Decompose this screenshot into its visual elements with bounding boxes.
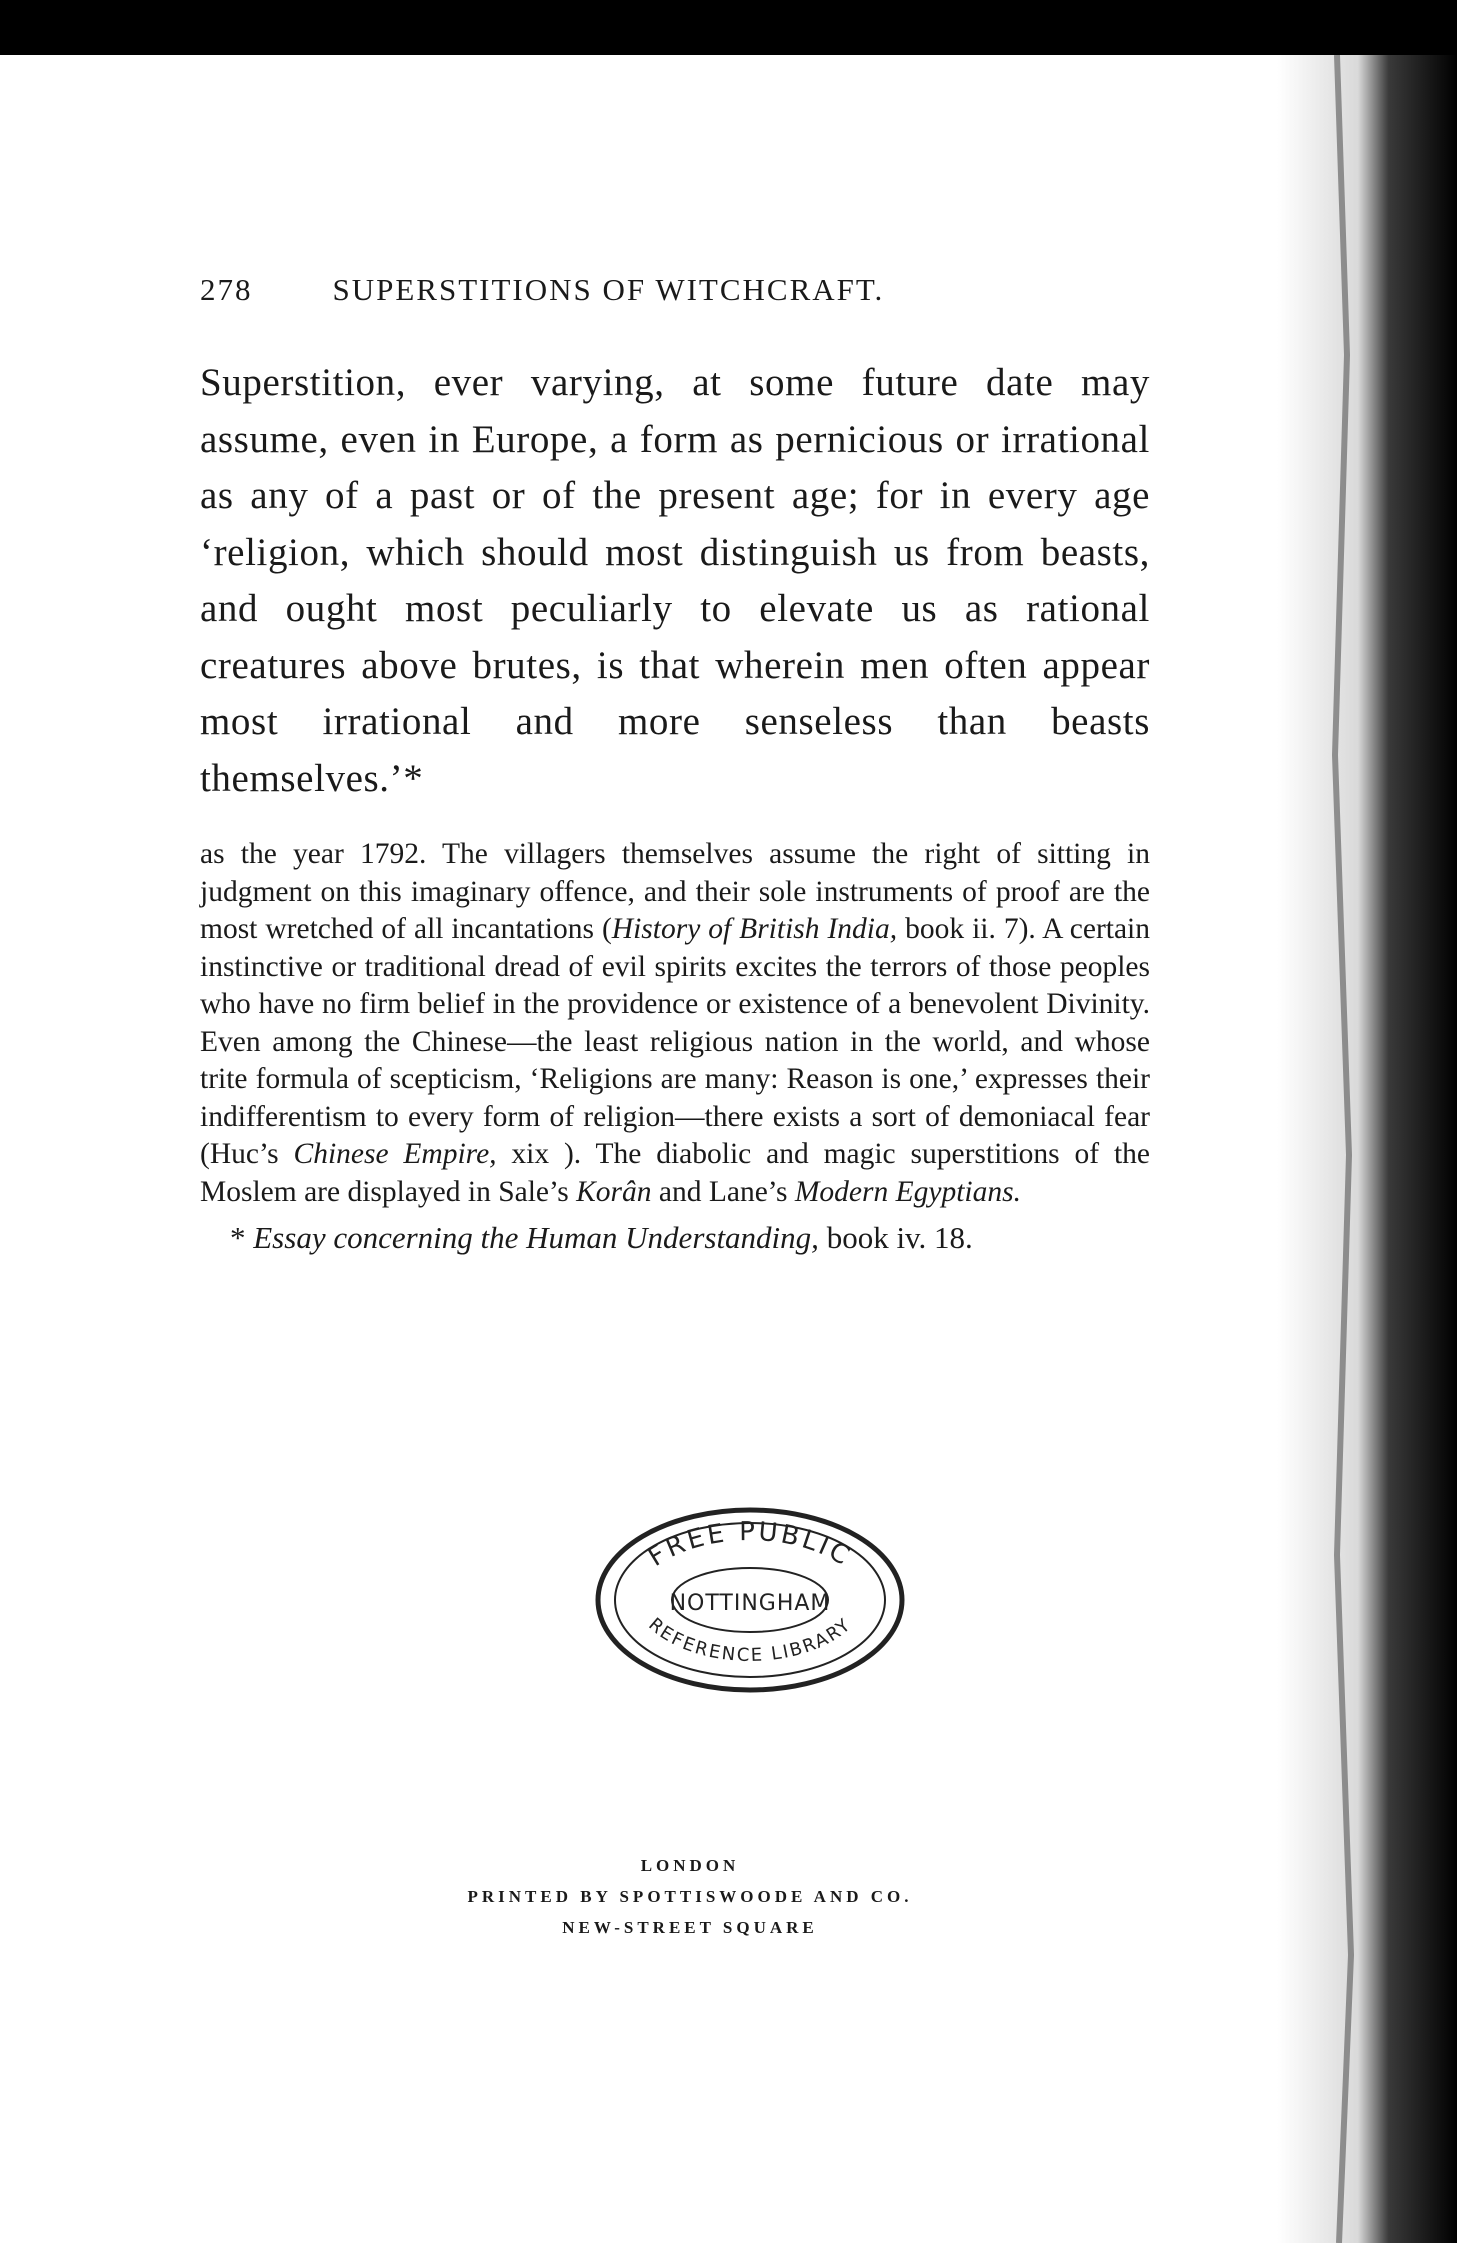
svg-text:FREE PUBLIC (643, 1517, 857, 1573)
stamp-center-text: NOTTINGHAM (669, 1591, 831, 1616)
running-header (200, 272, 1200, 308)
running-title: SUPERSTITIONS OF WITCHCRAFT. (332, 272, 885, 307)
main-paragraph (200, 355, 1150, 807)
main-paragraph-text: Superstition, ever varying, at some future date may assume, even in Europe, a form as pernicious or irrational as any of a past or of the present age; for in every age ‘religion, which should most distinguish us from beasts, and ought most peculiarly to elevate us as rational creatures above brutes, is that wherein men often appear most irrational and more senseless than beasts themselves.’ (200, 361, 1150, 800)
footnote-text: xix ). The diabolic and magic superstitions of the Moslem are displayed in Sale’s (200, 1138, 1150, 1208)
library-stamp (585, 1500, 915, 1700)
footnote-marker: * (403, 756, 424, 800)
stamp-bottom-text: REFERENCE LIBRARY (644, 1613, 856, 1667)
scan-top-border (0, 0, 1457, 55)
page-number: 278 (200, 272, 253, 307)
imprint-printer: PRINTED BY SPOTTISWOODE AND CO. (467, 1887, 913, 1906)
printer-imprint (300, 1850, 1080, 1943)
stamp-top-text: FREE PUBLIC (643, 1516, 857, 1573)
footnote-block (200, 836, 1150, 1257)
footnote-italic-title: History of British India, (611, 913, 898, 945)
imprint-address: NEW-STREET SQUARE (562, 1918, 818, 1937)
star-footnote (200, 1219, 1150, 1257)
footnote-text: and Lane’s (651, 1175, 795, 1208)
footnote-italic-title: Korân (576, 1175, 652, 1208)
star-footnote-ref: book iv. 18. (818, 1220, 973, 1255)
footnote-italic-title: Modern Egyptians. (794, 1175, 1021, 1208)
book-spine-shadow (1277, 55, 1457, 2243)
footnote-text: as the year 1792. The villagers themselves assume the right of sitting in judgment on this imaginary offence, and their sole instruments of proof are the most wretched of all incantations ( (200, 838, 1150, 945)
star-marker: * (230, 1220, 254, 1255)
imprint-city: LONDON (640, 1856, 740, 1875)
svg-text:REFERENCE LIBRARY (644, 1614, 855, 1666)
footnote-text: book ii. 7). A certain instinctive or traditional dread of evil spirits excites the terrors of those peoples who have no firm belief in the providence or existence of a benevolent Divinity. Even among the Chinese—the least religious nation in the world, and whose trite formula of scepticism, ‘Religions are many: Reason is one,’ expresses their indifferentism to every form of religion—there exists a sort of demoniacal fear (Huc’s (200, 913, 1151, 1170)
star-footnote-title: Essay concerning the Human Understanding, (253, 1220, 819, 1255)
footnote-italic-title: Chinese Empire, (293, 1138, 497, 1170)
footnote-continued (200, 836, 1150, 1211)
